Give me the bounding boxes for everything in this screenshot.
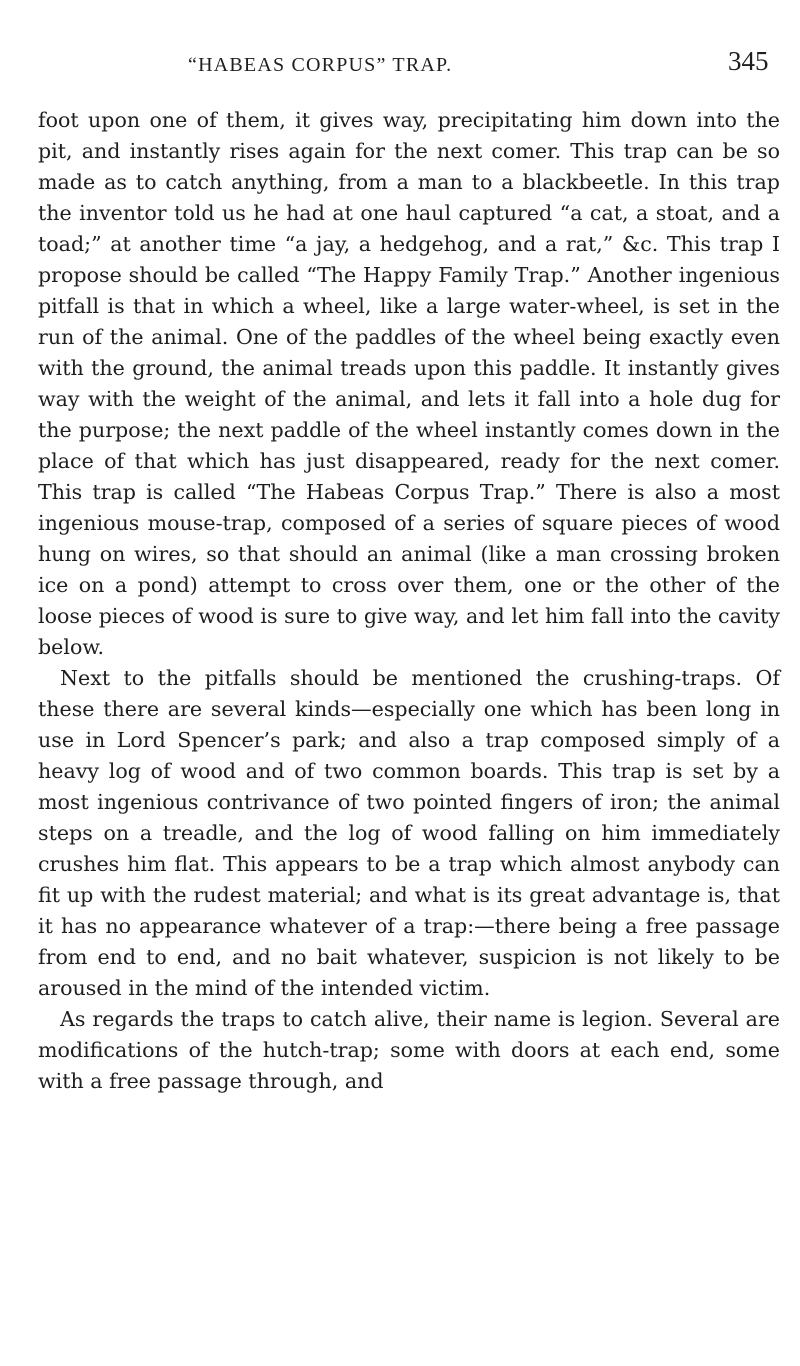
page-number: 345 <box>728 46 769 76</box>
running-header <box>0 40 800 80</box>
running-title: “HABEAS CORPUS” TRAP. <box>188 54 453 76</box>
paragraph-crushing-traps: Next to the pitfalls should be mentioned the crushing-traps. Of these there are several kinds—especially one which has been long in use in Lord Spencer’s park; and also a trap composed simply of a heavy log of wood and of two common boards. This trap is set by a most ingenious contrivance of two pointed fingers of iron; the animal steps on a treadle, and the log of wood falling on him immediately crushes him flat. This appears to be a trap which almost anybody can fit up with the rudest material; and what is its great advantage is, that it has no appearance whatever of a trap:—there being a free passage from end to end, and no bait whatever, suspicion is not likely to be aroused in the mind of the intended victim. <box>38 666 780 1000</box>
paragraph-live-traps: As regards the traps to catch alive, their name is legion. Several are modifications of the hutch-trap; some with doors at each end, some with a free passage through, and <box>38 1007 780 1093</box>
paragraph-continuation: foot upon one of them, it gives way, precipitating him down into the pit, and instantly rises again for the next comer. This trap can be so made as to catch anything, from a man to a blackbeetle. In this trap the inventor told us he had at one haul captured “a cat, a stoat, and a toad;” at another time “a jay, a hedgehog, and a rat,” &c. This trap I propose should be called “The Happy Family Trap.” Another ingenious pitfall is that in which a wheel, like a large water-wheel, is set in the run of the animal. One of the paddles of the wheel being exactly even with the ground, the animal treads upon this paddle. It instantly gives way with the weight of the animal, and lets it fall into a hole dug for the purpose; the next paddle of the wheel instantly comes down in the place of that which has just disappeared, ready for the next comer. This trap is called “The Habeas Corpus Trap.” There is also a most ingenious mouse-trap, composed of a series of square pieces of wood hung on wires, so that should an animal (like a man crossing broken ice on a pond) attempt to cross over them, one or the other of the loose pieces of wood is sure to give way, and let him fall into the cavity below. <box>38 108 780 659</box>
body-text <box>38 105 780 1097</box>
